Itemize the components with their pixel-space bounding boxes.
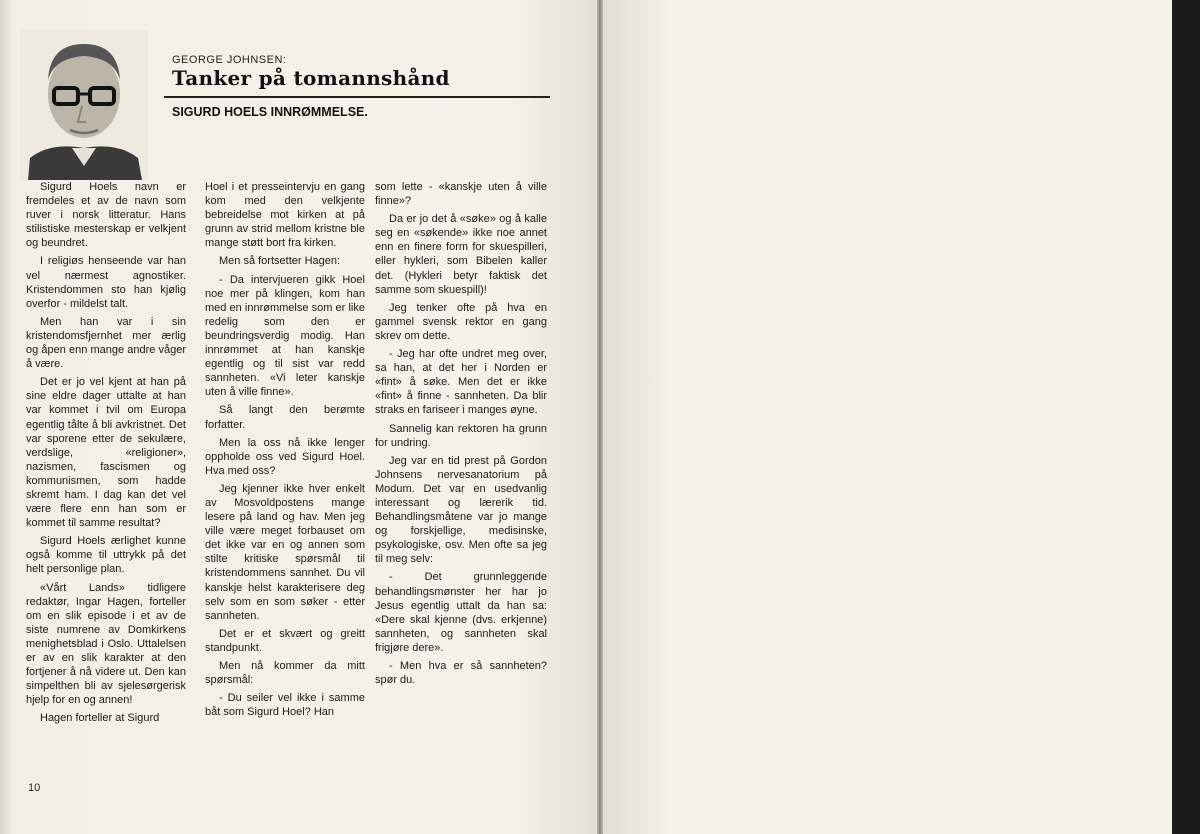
paragraph: Men så fortsetter Hagen: bbox=[219, 255, 341, 268]
paragraph: Det er jo vel kjent at han på sine eldre dager uttalte at han var kommet i tvil om Europa egentlig tålte å bli avkristnet. Det var sporene etter de sekulære, verdslige, «religioner», nazismen, fascismen og kommunismen, som hadde skremt ham. I dag kan det vel være flere enn han som er kommet til samme resultat? bbox=[26, 376, 186, 530]
paragraph: I religiøs henseende var han vel nærmest agnostiker. Kristendommen sto han kjølig overfor - mildelst talt. bbox=[26, 255, 186, 310]
book-edge bbox=[1172, 0, 1200, 834]
paragraph: Jeg var en tid prest på Gordon Johnsens nervesanatorium på Modum. Det var en usedvanlig interessant og lærerik tid. Behandlingsmåtene var jo mange og forskjellige, medisinske, psykologiske, osv. Men ofte sa jeg til meg selv: bbox=[375, 454, 547, 566]
paragraph: Jeg tenker ofte på hva en gammel svensk rektor en gang skrev om dette. bbox=[375, 301, 547, 342]
title-rule bbox=[164, 96, 550, 98]
paragraph: Sigurd Hoels ærlighet kunne også komme til uttrykk på det helt personlige plan. bbox=[26, 535, 186, 576]
text-column-2 bbox=[205, 180, 365, 723]
author-portrait bbox=[20, 30, 148, 180]
paragraph: Men han var i sin kristendomsfjernhet mer ærlig og åpen enn mange andre våger å være. bbox=[26, 315, 186, 371]
paragraph: - Jeg har ofte undret meg over, sa han, at det her i Norden er «fint» å søke. Men det er ikke «fint» å finne - sannheten. Da blir straks en fariseer i manges øyne. bbox=[375, 348, 547, 417]
paragraph: Men la oss nå ikke lenger oppholde oss ved Sigurd Hoel. Hva med oss? bbox=[205, 436, 365, 477]
article-subhead: SIGURD HOELS INNRØMMELSE. bbox=[172, 105, 368, 119]
paragraph: - Du seiler vel ikke i samme båt som Sigurd Hoel? Han bbox=[205, 692, 365, 719]
paragraph: - Da intervjueren gikk Hoel noe mer på klingen, kom han med en innrømmelse som er like redelig som den er beundringsverdig modig. Han innrømmet at han kanskje egentlig og til sist var redd sannheten. «Vi leter kanskje uten å ville finne». bbox=[205, 273, 365, 399]
author-byline: GEORGE JOHNSEN: bbox=[172, 54, 287, 66]
paragraph: som lette - «kanskje uten å ville finne»? bbox=[375, 181, 547, 208]
page-number: 10 bbox=[28, 782, 41, 794]
text-column-1 bbox=[26, 180, 186, 729]
paragraph: Sannelig kan rektoren ha grunn for undring. bbox=[375, 422, 547, 449]
paragraph: Da er jo det å «søke» og å kalle seg en «søkende» ikke noe annet enn en finere form for skuespilleri, eller hykleri, som Bibelen kaller det. (Hykleri betyr faktisk det samme som skuespill)! bbox=[375, 213, 547, 296]
paragraph: Jeg kjenner ikke hver enkelt av Mosvoldpostens mange lesere på land og hav. Men jeg ville være meget forbauset om det ikke var en og annen som stilte kritiske spørsmål til kristendommens sannhet. Du vil kanskje helst karakterisere deg selv som en som søker - etter sannheten. bbox=[205, 482, 365, 622]
text-column-3 bbox=[375, 180, 547, 691]
paragraph: «Vårt Lands» tidligere redaktør, Ingar Hagen, forteller om en slik episode i et av de siste numrene av Domkirkens menighetsblad i Oslo. Uttalelsen er av en slik karakter at den fortjener å nå videre ut. Den kan simpelthen bli av sjelesørgerisk hjelp for en og annen! bbox=[26, 581, 186, 707]
paragraph: - Det grunnleggende behandlingsmønster her har jo Jesus egentlig uttalt da han sa: «Dere skal kjenne (dvs. erkjenne) sannheten, og sannheten skal frigjøre dere». bbox=[375, 571, 547, 654]
page-edge-shadow bbox=[0, 0, 14, 834]
paragraph: Sigurd Hoels navn er fremdeles et av de navn som ruver i norsk litteratur. Hans stilistiske mesterskap er velkjent og beundret. bbox=[26, 181, 186, 250]
paragraph: Men nå kommer da mitt spørsmål: bbox=[205, 660, 365, 687]
right-page bbox=[603, 0, 1200, 834]
left-page bbox=[0, 0, 597, 834]
paragraph: Så langt den berømte forfatter. bbox=[205, 404, 365, 431]
paragraph: Det er et skvært og greitt standpunkt. bbox=[205, 627, 365, 654]
paragraph: Hagen forteller at Sigurd bbox=[40, 712, 160, 725]
paragraph: Hoel i et presseintervju en gang kom med den velkjente bebreidelse mot kirken at på grunn av strid mellom kristne ble mange støtt bort fra kirken. bbox=[205, 181, 365, 250]
paragraph: - Men hva er så sannheten? spør du. bbox=[375, 660, 547, 687]
column-title: Tanker på tomannshånd bbox=[172, 66, 450, 90]
